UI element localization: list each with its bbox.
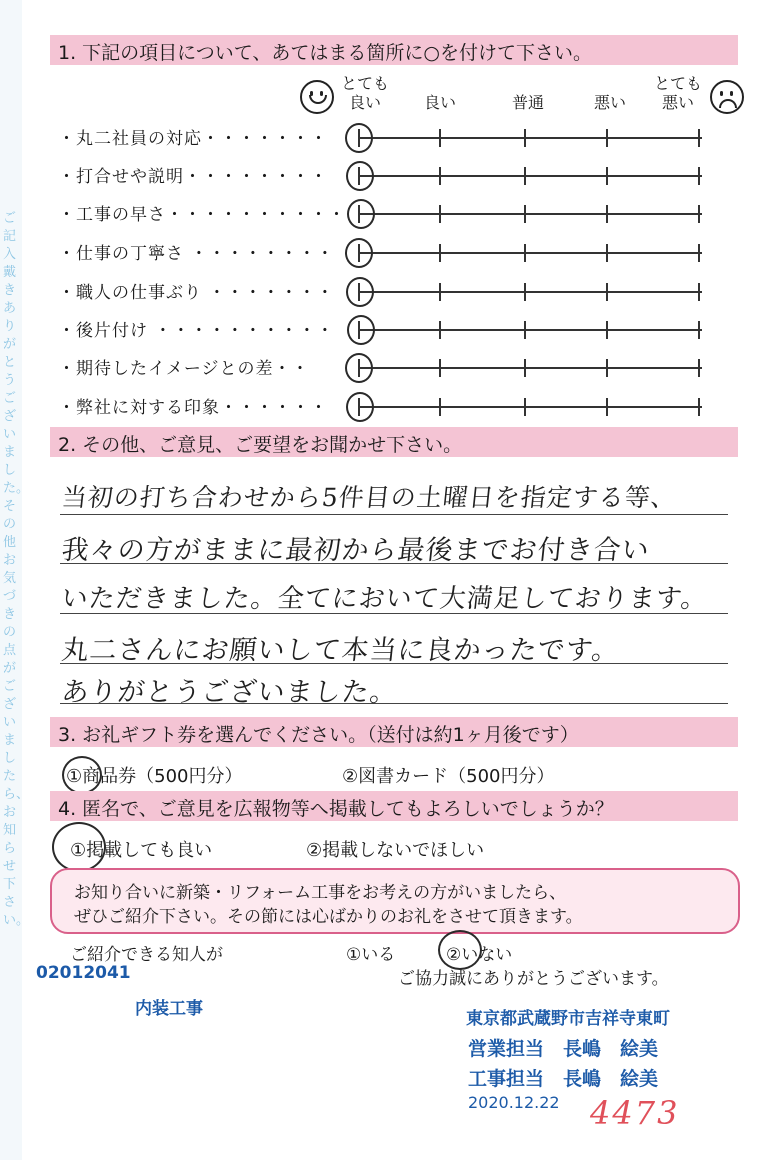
rating-row-label: ・職人の仕事ぶり ・・・・・・・	[58, 283, 335, 303]
rating-tick[interactable]	[439, 321, 441, 339]
rating-row	[58, 236, 738, 266]
rating-row	[58, 197, 738, 227]
rating-tick[interactable]	[698, 359, 700, 377]
rating-tick[interactable]	[439, 205, 441, 223]
side-faded-text: ご記入戴きありがとうございました。その他お気づきの点がございましたら、お知らせ下さい。	[3, 211, 30, 928]
rating-tick[interactable]	[606, 359, 608, 377]
header-good: 良い	[423, 93, 456, 112]
rating-row-label: ・仕事の丁寧さ ・・・・・・・・	[58, 244, 335, 264]
rating-tick[interactable]	[606, 283, 608, 301]
location-stamp: 東京都武蔵野市吉祥寺東町	[466, 1009, 670, 1029]
rating-scale-line	[358, 329, 702, 331]
rating-tick[interactable]	[698, 244, 700, 262]
gift-selection-circle	[62, 756, 102, 794]
section3-title: 3. お礼ギフト券を選んでください。（送付は約1ヶ月後です）	[58, 724, 579, 746]
work-type: 内装工事	[135, 999, 203, 1019]
rating-tick[interactable]	[439, 167, 441, 185]
rating-row-label: ・弊社に対する印象・・・・・・	[58, 398, 328, 418]
rating-tick[interactable]	[439, 398, 441, 416]
rating-tick[interactable]	[698, 283, 700, 301]
rating-row	[58, 351, 738, 381]
rating-row-label: ・丸二社員の対応・・・・・・・	[58, 129, 328, 149]
publish-option-2[interactable]: ②掲載しないでほしい	[306, 840, 485, 861]
rating-scale-line	[358, 367, 702, 369]
left-edge-strip	[0, 0, 30, 1160]
rating-tick[interactable]	[698, 205, 700, 223]
section4-title-band	[50, 791, 738, 821]
section3-title-band	[50, 717, 738, 747]
header-very-bad: とても 悪い	[653, 74, 702, 112]
rating-tick[interactable]	[698, 321, 700, 339]
gift-option-2[interactable]: ②図書カード（500円分）	[342, 766, 555, 787]
comment-line-2: 我々の方がままに最初から最後までお付き合い	[60, 535, 652, 566]
rating-tick[interactable]	[606, 167, 608, 185]
customer-code: 02012041	[36, 963, 131, 983]
happy-face-icon	[300, 80, 334, 114]
rating-selection-circle	[346, 277, 374, 307]
rating-tick[interactable]	[524, 398, 526, 416]
rating-scale-line	[358, 175, 702, 177]
publish-selection-circle	[52, 822, 106, 872]
rating-row	[58, 275, 738, 305]
rating-selection-circle	[346, 392, 374, 422]
rating-selection-circle	[347, 315, 375, 345]
rating-selection-circle	[345, 238, 373, 268]
rating-tick[interactable]	[698, 167, 700, 185]
gift-option-1[interactable]: ①商品券（500円分）	[66, 766, 243, 787]
referral-option-no[interactable]: ②いない	[446, 945, 513, 965]
rating-tick[interactable]	[439, 359, 441, 377]
header-very-good: とても 良い	[340, 74, 389, 112]
rating-selection-circle	[347, 199, 375, 229]
rating-tick[interactable]	[524, 167, 526, 185]
rating-row-label: ・工事の早さ・・・・・・・・・・	[58, 205, 346, 225]
rating-scale-line	[358, 252, 702, 254]
section1-title-band	[50, 35, 738, 65]
notice-line-2: ぜひご紹介下さい。その節には心ばかりのお礼をさせて頂きます。	[74, 907, 583, 927]
rating-tick[interactable]	[524, 283, 526, 301]
rating-tick[interactable]	[439, 129, 441, 147]
section2-title-band	[50, 427, 738, 457]
rating-tick[interactable]	[439, 283, 441, 301]
thanks-message: ご協力誠にありがとうございます。	[398, 969, 669, 989]
publish-option-1[interactable]: ①掲載しても良い	[70, 840, 213, 861]
rating-tick[interactable]	[606, 244, 608, 262]
rating-row	[58, 159, 738, 189]
sales-rep-stamp: 営業担当 長嶋 絵美	[468, 1038, 659, 1060]
section2-title: 2. その他、ご意見、ご要望をお聞かせ下さい。	[58, 434, 463, 456]
handwritten-number: 4473	[590, 1094, 680, 1132]
rating-tick[interactable]	[524, 321, 526, 339]
comment-line-3: いただきました。全てにおいて大満足しております。	[60, 584, 710, 614]
rating-tick[interactable]	[606, 205, 608, 223]
rating-scale-line	[358, 291, 702, 293]
date-stamp: 2020.12.22	[468, 1093, 560, 1112]
comment-line-5: ありがとうございました。	[60, 677, 400, 708]
rating-tick[interactable]	[524, 205, 526, 223]
rating-tick[interactable]	[606, 398, 608, 416]
section4-title: 4. 匿名で、ご意見を広報物等へ掲載してもよろしいでしょうか？	[58, 798, 614, 820]
sad-face-icon	[710, 80, 744, 114]
rating-selection-circle	[345, 123, 373, 153]
rating-tick[interactable]	[698, 129, 700, 147]
construction-rep-stamp: 工事担当 長嶋 絵美	[468, 1068, 659, 1090]
rating-row-label: ・後片付け ・・・・・・・・・・	[58, 321, 335, 341]
rating-tick[interactable]	[606, 321, 608, 339]
rating-tick[interactable]	[524, 129, 526, 147]
rating-tick[interactable]	[606, 129, 608, 147]
comment-line-4: 丸二さんにお願いして本当に良かったです。	[60, 635, 622, 666]
rating-scale-line	[358, 406, 702, 408]
header-normal: 普通	[511, 93, 544, 112]
rating-tick[interactable]	[439, 244, 441, 262]
rating-tick[interactable]	[698, 398, 700, 416]
rating-scale-line	[358, 213, 702, 215]
comment-line	[60, 514, 728, 515]
referral-option-yes[interactable]: ①いる	[346, 945, 396, 965]
rating-selection-circle	[346, 161, 374, 191]
rating-row-label: ・期待したイメージとの差・・	[58, 359, 310, 379]
rating-tick[interactable]	[524, 244, 526, 262]
header-bad: 悪い	[593, 93, 626, 112]
referral-notice-box	[50, 868, 740, 934]
rating-tick[interactable]	[524, 359, 526, 377]
comment-line-1: 当初の打ち合わせから5件目の土曜日を指定する等、	[60, 483, 679, 512]
notice-line-1: お知り合いに新築・リフォーム工事をお考えの方がいましたら、	[74, 883, 567, 903]
rating-row	[58, 121, 738, 151]
section1-title: 1. 下記の項目について、あてはまる箇所に○を付けて下さい。	[58, 42, 592, 64]
rating-row	[58, 390, 738, 420]
rating-row-label: ・打合せや説明・・・・・・・・	[58, 167, 328, 187]
rating-row	[58, 313, 738, 343]
rating-scale-line	[358, 137, 702, 139]
rating-selection-circle	[345, 353, 373, 383]
referral-label: ご紹介できる知人が	[70, 945, 223, 965]
